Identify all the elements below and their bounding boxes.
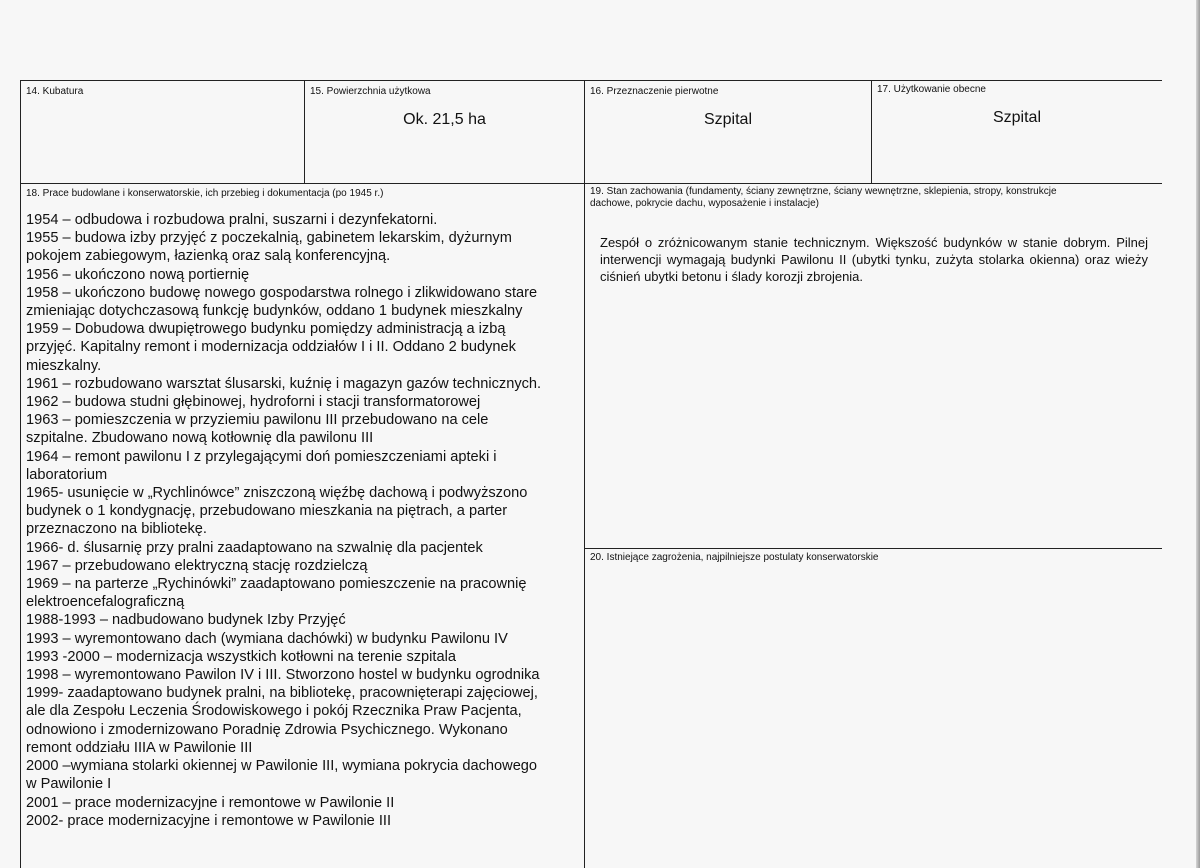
history-line: elektroencefalograficzną <box>26 594 185 611</box>
history-line: 2001 – prace modernizacyjne i remontowe w Pawilonie II <box>26 794 395 811</box>
history-line: 2002- prace modernizacyjne i remontowe w Pawilonie III <box>26 812 392 829</box>
history-line: remont oddziału IIIA w Pawilonie III <box>26 739 253 756</box>
history-line: przyjęć. Kapitalny remont i modernizacja oddziałów I i II. Oddano 2 budynek <box>26 339 516 356</box>
history-line: 1966- d. ślusarnię przy pralni zaadaptowano na szwalnię dla pacjentek <box>26 539 483 556</box>
history-line: 1961 – rozbudowano warsztat ślusarski, kuźnię i magazyn gazów technicznych. <box>26 375 542 392</box>
history-line: 1962 – budowa studni głębinowej, hydroforni i stacji transformatorowej <box>26 394 481 411</box>
history-line: 1959 – Dobudowa dwupiętrowego budynku pomiędzy administracją a izbą <box>26 321 506 338</box>
history-line: 1969 – na parterze „Rychinówki” zaadaptowano pomieszczenie na pracownię <box>26 576 527 593</box>
history-line: ale dla Zespołu Leczenia Środowiskowego i pokój Rzecznika Praw Pacjenta, <box>26 703 522 720</box>
kubatura-label: 14. Kubatura <box>26 86 84 97</box>
przeznaczenie-label: 16. Przeznaczenie pierwotne <box>590 86 719 97</box>
row-divider <box>20 183 1162 184</box>
prace-label: 18. Prace budowlane i konserwatorskie, ich przebieg i dokumentacja (po 1945 r.) <box>26 188 384 199</box>
zagrozenia-label: 20. Istniejące zagrożenia, najpilniejsze postulaty konserwatorskie <box>590 552 879 563</box>
column-divider-17 <box>871 80 872 183</box>
left-border <box>20 80 21 868</box>
history-line: mieszkalny. <box>26 357 102 374</box>
history-line: 1956 – ukończono nową portiernię <box>26 266 250 283</box>
prace-history-list <box>26 211 586 830</box>
history-line: 1999- zaadaptowano budynek pralni, na bibliotekę, pracownięterapi zajęciowej, <box>26 685 538 702</box>
history-line: 2000 –wymiana stolarki okiennej w Pawilonie III, wymiana pokrycia dachowego <box>26 758 538 775</box>
history-line: budynek o 1 kondygnację, przebudowano mieszkania na piętrach, a parter <box>26 503 508 520</box>
section-19-20-divider <box>584 548 1162 549</box>
scan-edge <box>1196 0 1200 868</box>
uzytkowanie-label: 17. Użytkowanie obecne <box>877 84 986 95</box>
history-line: 1967 – przebudowano elektryczną stację rozdzielczą <box>26 557 368 574</box>
history-line: 1958 – ukończono budowę nowego gospodarstwa rolnego i zlikwidowano stare <box>26 284 538 301</box>
history-line: szpitalne. Zbudowano nową kotłownię dla pawilonu III <box>26 430 374 447</box>
history-line: 1993 -2000 – modernizacja wszystkich kotłowni na terenie szpitala <box>26 648 456 665</box>
history-line: przeznaczono na bibliotekę. <box>26 521 207 538</box>
history-line: 1965- usunięcie w „Rychlinówce” zniszczoną więźbę dachową i podwyższono <box>26 485 528 502</box>
uzytkowanie-value: Szpital <box>992 109 1042 126</box>
history-line: laboratorium <box>26 466 108 483</box>
history-line: 1964 – remont pawilonu I z przylegającymi doń pomieszczeniami apteki i <box>26 448 497 465</box>
przeznaczenie-value: Szpital <box>703 111 753 128</box>
history-line: 1955 – budowa izby przyjęć z poczekalnią, gabinetem lekarskim, dyżurnym <box>26 230 512 247</box>
history-line: 1998 – wyremontowano Pawilon IV i III. Stworzono hostel w budynku ogrodnika <box>26 667 540 684</box>
history-line: zmieniając dotychczasową funkcję budynków, oddano 1 budynek mieszkalny <box>26 303 523 320</box>
stan-text: Zespół o zróżnicowanym stanie technicznym. Większość budynków w stanie dobrym. Pilnej interwencji wymagają budynki Pawilonu II (ubytki tynku, zużyta stolarka okienna) oraz wieży ciśnień ubytki betonu i ślady korozji zbrojenia. <box>600 235 1148 284</box>
history-line: 1993 – wyremontowano dach (wymiana dachówki) w budynku Pawilonu IV <box>26 630 508 647</box>
top-rule <box>20 80 1162 81</box>
powierzchnia-value: Ok. 21,5 ha <box>403 111 486 128</box>
history-line: pokojem zabiegowym, łazienką oraz salą konferencyjną. <box>26 248 391 265</box>
history-line: w Pawilonie I <box>26 776 112 793</box>
history-line: odnowiono i zmodernizowano Poradnię Zdrowia Psychicznego. Wykonano <box>26 721 508 738</box>
history-line: 1988-1993 – nadbudowano budynek Izby Przyjęć <box>26 612 346 629</box>
column-divider-15 <box>304 80 305 183</box>
powierzchnia-label: 15. Powierzchnia użytkowa <box>310 86 431 97</box>
history-line: 1963 – pomieszczenia w przyziemiu pawilonu III przebudowano na cele <box>26 412 489 429</box>
stan-label: 19. Stan zachowania (fundamenty, ściany zewnętrzne, ściany wewnętrzne, sklepienia, stropy, konstrukcje dachowe, pokrycie dachu, wyposażenie i instalacje) <box>590 186 1057 209</box>
history-line: 1954 – odbudowa i rozbudowa pralni, suszarni i dezynfekatorni. <box>26 212 438 228</box>
